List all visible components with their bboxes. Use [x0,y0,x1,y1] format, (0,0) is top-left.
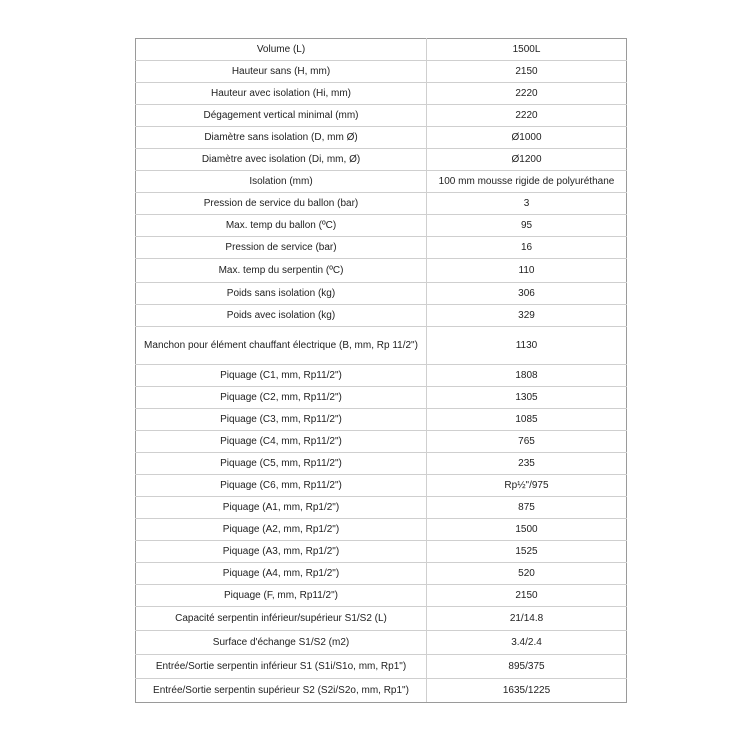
table-row [136,519,627,541]
row-label: Capacité serpentin inférieur/supérieur S1/S2 (L) [136,607,427,631]
table-row [136,365,627,387]
table-row [136,475,627,497]
row-label: Entrée/Sortie serpentin supérieur S2 (S2i/S2o, mm, Rp1") [136,679,427,703]
row-value: 1500 [427,519,627,541]
row-label: Poids sans isolation (kg) [136,283,427,305]
row-value: 1635/1225 [427,679,627,703]
table-row [136,61,627,83]
row-label: Hauteur avec isolation (Hi, mm) [136,83,427,105]
table-row [136,541,627,563]
table-row [136,631,627,655]
row-value: 2220 [427,83,627,105]
row-label: Piquage (A3, mm, Rp1/2") [136,541,427,563]
row-value: 875 [427,497,627,519]
row-value: 95 [427,215,627,237]
row-label: Piquage (F, mm, Rp11/2") [136,585,427,607]
row-value: 235 [427,453,627,475]
table-row [136,149,627,171]
table-row [136,327,627,365]
row-label: Diamètre sans isolation (D, mm Ø) [136,127,427,149]
row-label: Manchon pour élément chauffant électrique (B, mm, Rp 11/2") [136,327,427,365]
table-row [136,409,627,431]
table-row [136,431,627,453]
row-label: Piquage (C4, mm, Rp11/2") [136,431,427,453]
row-value: 16 [427,237,627,259]
row-label: Piquage (C2, mm, Rp11/2") [136,387,427,409]
table-row [136,171,627,193]
row-value: 1500L [427,39,627,61]
row-label: Diamètre avec isolation (Di, mm, Ø) [136,149,427,171]
table-row [136,215,627,237]
row-label: Piquage (A2, mm, Rp1/2") [136,519,427,541]
row-value: Rp½"/975 [427,475,627,497]
row-label: Volume (L) [136,39,427,61]
row-label: Piquage (A4, mm, Rp1/2") [136,563,427,585]
row-value: 520 [427,563,627,585]
row-label: Entrée/Sortie serpentin inférieur S1 (S1i/S1o, mm, Rp1") [136,655,427,679]
table-row [136,563,627,585]
row-value: 895/375 [427,655,627,679]
row-value: 3.4/2.4 [427,631,627,655]
row-value: 3 [427,193,627,215]
table-row [136,39,627,61]
row-value: 1305 [427,387,627,409]
row-label: Piquage (C6, mm, Rp11/2") [136,475,427,497]
row-label: Piquage (A1, mm, Rp1/2") [136,497,427,519]
table-row [136,193,627,215]
row-label: Piquage (C5, mm, Rp11/2") [136,453,427,475]
row-value: 765 [427,431,627,453]
row-value: 1808 [427,365,627,387]
row-label: Isolation (mm) [136,171,427,193]
row-label: Hauteur sans (H, mm) [136,61,427,83]
row-value: Ø1000 [427,127,627,149]
row-value: 306 [427,283,627,305]
row-value: 2150 [427,585,627,607]
row-value: 110 [427,259,627,283]
table-row [136,655,627,679]
row-value: 21/14.8 [427,607,627,631]
table-row [136,387,627,409]
table-row [136,127,627,149]
row-label: Max. temp du ballon (ºC) [136,215,427,237]
row-value: 2150 [427,61,627,83]
row-label: Piquage (C3, mm, Rp11/2") [136,409,427,431]
table-row [136,497,627,519]
row-value: 100 mm mousse rigide de polyuréthane [427,171,627,193]
row-label: Surface d'échange S1/S2 (m2) [136,631,427,655]
row-label: Dégagement vertical minimal (mm) [136,105,427,127]
row-value: 1525 [427,541,627,563]
row-label: Poids avec isolation (kg) [136,305,427,327]
row-label: Pression de service (bar) [136,237,427,259]
spec-table [135,38,627,703]
table-row [136,679,627,703]
table-row [136,453,627,475]
table-row [136,105,627,127]
row-value: 1085 [427,409,627,431]
row-label: Pression de service du ballon (bar) [136,193,427,215]
row-value: 329 [427,305,627,327]
table-row [136,237,627,259]
table-row [136,283,627,305]
table-row [136,259,627,283]
table-row [136,585,627,607]
row-value: 2220 [427,105,627,127]
row-value: 1130 [427,327,627,365]
row-label: Max. temp du serpentin (ºC) [136,259,427,283]
table-row [136,607,627,631]
table-row [136,83,627,105]
row-value: Ø1200 [427,149,627,171]
table-row [136,305,627,327]
row-label: Piquage (C1, mm, Rp11/2") [136,365,427,387]
